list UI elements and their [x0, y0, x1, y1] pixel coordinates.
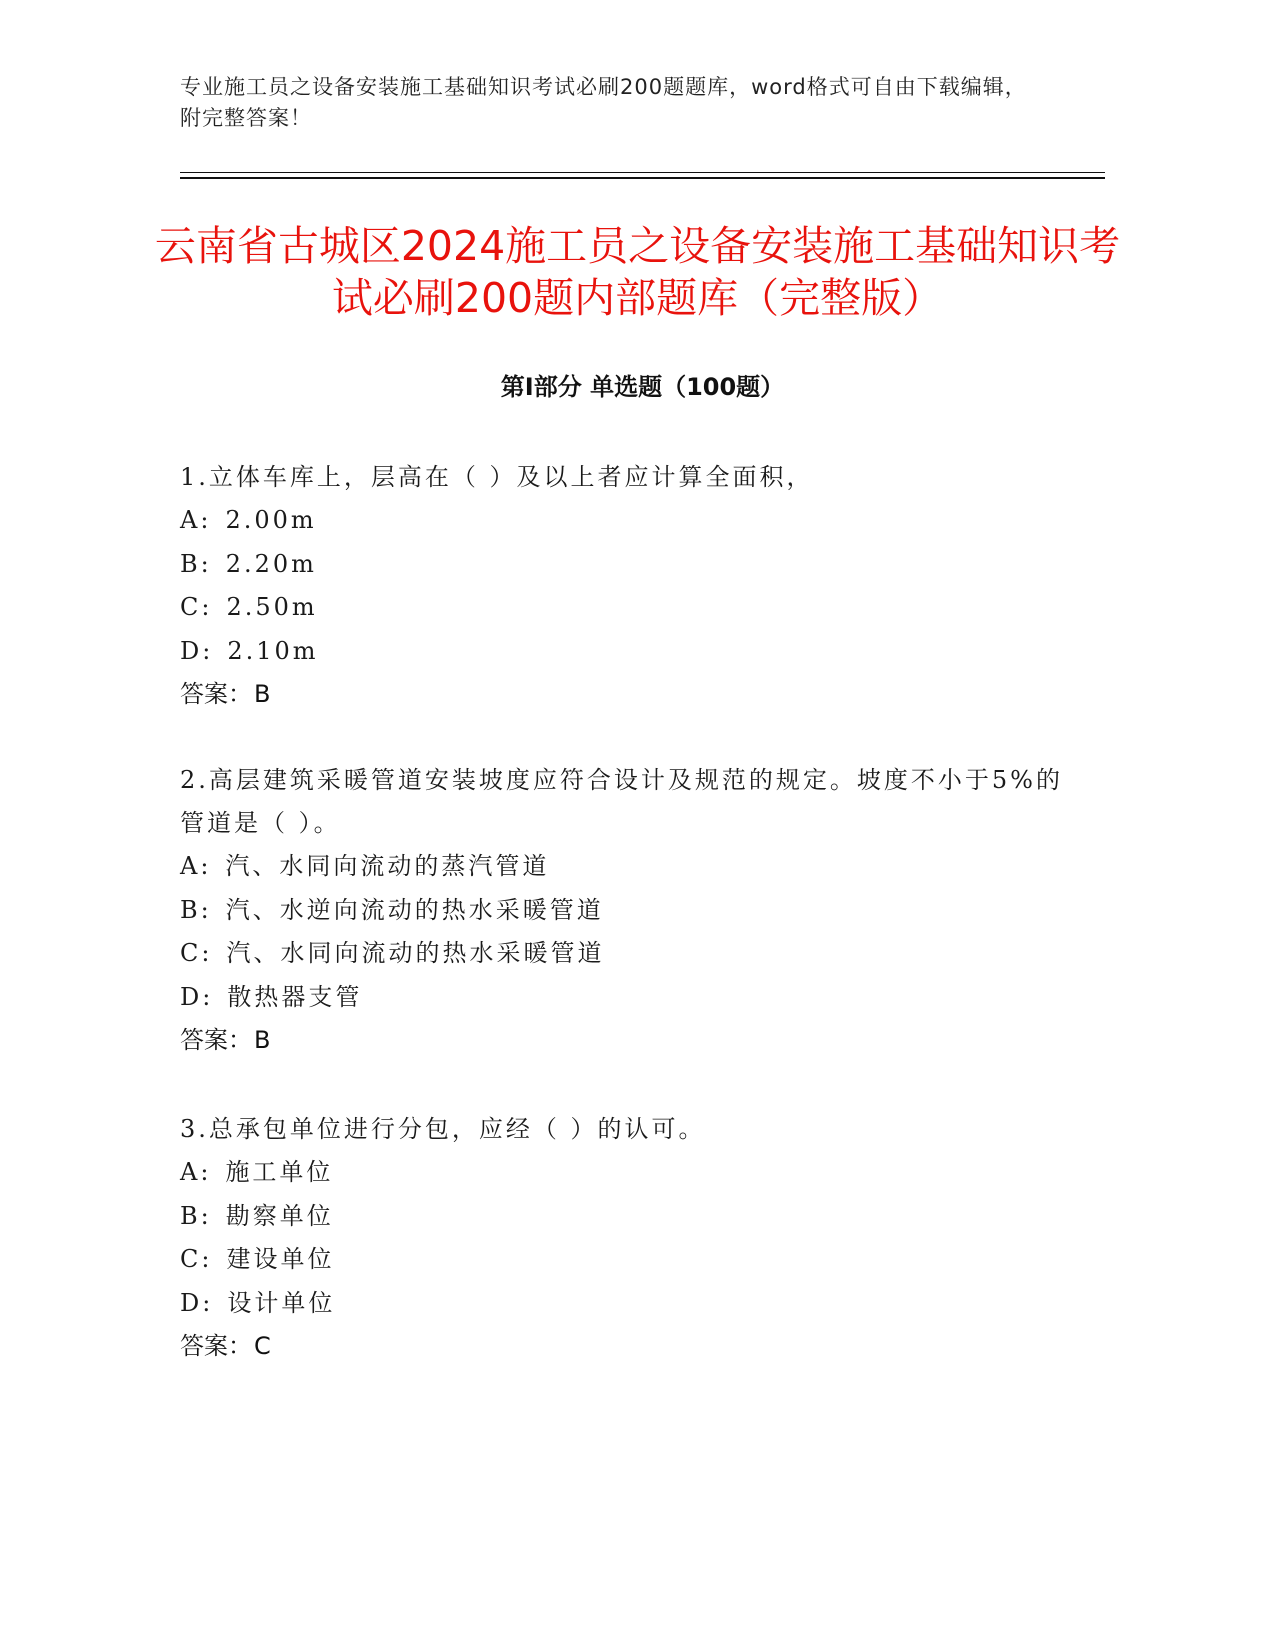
option-b: [180, 1195, 1080, 1239]
option-letter: A: [180, 1158, 201, 1186]
option-text: 2.20m: [225, 549, 317, 578]
option-letter: C: [180, 939, 202, 967]
option-separator: :: [200, 895, 212, 924]
option-separator: :: [201, 1245, 213, 1273]
option-letter: C: [180, 593, 202, 621]
option-letter: C: [180, 1245, 202, 1273]
answer-value: C: [254, 1332, 271, 1360]
question-1: [180, 456, 1080, 717]
option-separator: :: [201, 939, 213, 967]
answer-label: 答案：: [180, 1332, 252, 1360]
question-stem: 1.立体车库上，层高在（ ）及以上者应计算全面积，: [180, 463, 814, 491]
answer-line: [180, 673, 1080, 717]
option-text: 2.00m: [225, 506, 317, 534]
option-separator: :: [200, 506, 212, 534]
option-separator: :: [200, 852, 212, 880]
option-c: [180, 586, 1080, 630]
option-separator: :: [200, 1158, 212, 1186]
question-stem: 2.高层建筑采暖管道安装坡度应符合设计及规范的规定。坡度不小于5%的管道是（ ）。: [180, 766, 1063, 837]
option-letter: B: [180, 895, 201, 924]
option-separator: :: [200, 549, 212, 578]
option-b: [180, 889, 1080, 933]
answer-value: B: [254, 680, 271, 708]
header-note: 专业施工员之设备安装施工基础知识考试必刷200题题库，word格式可自由下载编辑，附完整答案！: [180, 75, 1027, 130]
option-text: 设计单位: [227, 1288, 336, 1317]
answer-label: 答案：: [180, 1026, 252, 1054]
answer-line: [180, 1019, 1080, 1063]
option-letter: B: [180, 549, 201, 578]
option-text: 2.50m: [226, 593, 318, 621]
option-text: 建设单位: [226, 1245, 335, 1273]
option-letter: A: [180, 852, 201, 880]
option-c: [180, 1238, 1080, 1282]
question-2: [180, 759, 1080, 1063]
option-a: [180, 845, 1080, 889]
option-text: 施工单位: [225, 1158, 334, 1186]
answer-line: [180, 1325, 1080, 1369]
option-text: 2.10m: [227, 636, 319, 665]
section-title: 第I部分 单选题（100题）: [500, 373, 785, 401]
answer-label: 答案：: [180, 680, 252, 708]
option-separator: :: [200, 1201, 212, 1230]
question-stem: 3.总承包单位进行分包，应经（ ）的认可。: [180, 1115, 706, 1143]
option-text: 汽、水逆向流动的热水采暖管道: [225, 895, 604, 924]
option-letter: D: [180, 636, 203, 665]
option-letter: B: [180, 1201, 201, 1230]
option-text: 汽、水同向流动的蒸汽管道: [225, 852, 550, 880]
option-letter: D: [180, 1288, 203, 1317]
header-rule-thin: [180, 172, 1105, 173]
option-letter: D: [180, 982, 203, 1011]
option-separator: :: [202, 982, 214, 1011]
option-d: [180, 630, 1080, 674]
option-d: [180, 1282, 1080, 1326]
option-d: [180, 976, 1080, 1020]
option-separator: :: [201, 593, 213, 621]
option-separator: :: [202, 1288, 214, 1317]
option-text: 汽、水同向流动的热水采暖管道: [226, 939, 605, 967]
header-rule-thick: [180, 177, 1105, 179]
option-b: [180, 543, 1080, 587]
option-c: [180, 932, 1080, 976]
option-text: 散热器支管: [227, 982, 363, 1011]
answer-value: B: [254, 1026, 271, 1054]
option-text: 勘察单位: [225, 1201, 334, 1230]
option-letter: A: [180, 506, 201, 534]
document-title: 云南省古城区2024施工员之设备安装施工基础知识考试必刷200题内部题库（完整版）: [154, 222, 1121, 322]
option-a: [180, 499, 1080, 543]
option-separator: :: [202, 636, 214, 665]
question-3: [180, 1108, 1080, 1369]
option-a: [180, 1151, 1080, 1195]
